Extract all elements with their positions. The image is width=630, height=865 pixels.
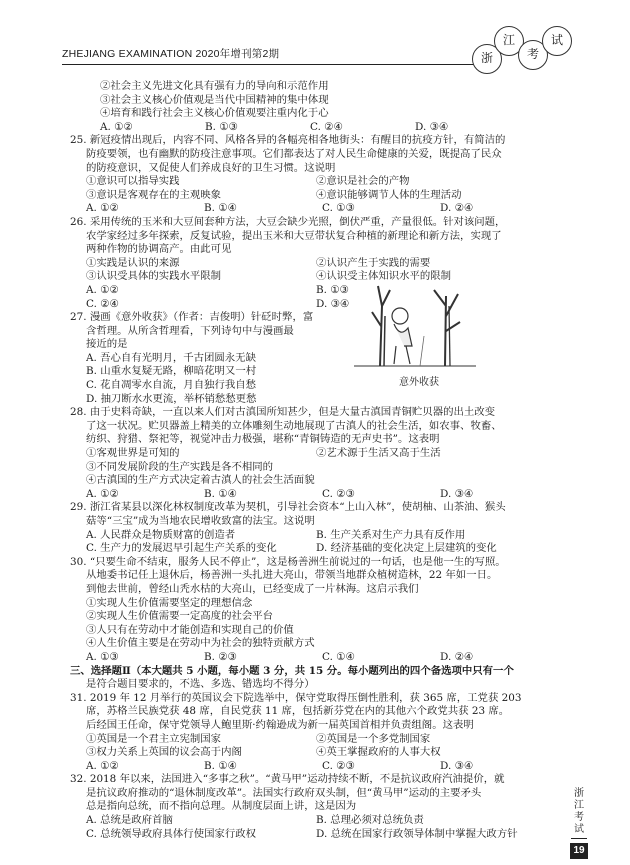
statement-row	[86, 733, 560, 747]
statement-row	[86, 175, 560, 189]
question-stem: 含哲理。从所含哲理看，下列诗句中与漫画最	[86, 324, 294, 337]
option: A. ①③	[86, 650, 119, 663]
seal-char: 浙	[472, 44, 502, 74]
question-stem: 31. 2019 年 12 月举行的英国议会下院选举中，保守党取得压倒性胜利，获 365 席，工党获 203	[70, 691, 522, 704]
question-stem: 30. “只要生命不结束，服务人民不停止”，这是杨善洲生前说过的一句话，也是他一生的写照。	[70, 555, 506, 568]
question-stem: 到他去世前，曾经山秃水枯的大亮山，已经变成了一片林海。这启示我们	[86, 582, 419, 595]
option: B. 山重水复疑无路，柳暗花明又一村	[86, 365, 257, 378]
answer-options	[86, 284, 560, 298]
question-stem: 26. 采用传统的玉米和大豆间套种方法，大豆会缺少光照，倒伏严重，产量很低。针对该问题，	[70, 215, 506, 228]
statement: ③人只有在劳动中才能创造和实现自己的价值	[86, 623, 294, 636]
statement-row	[86, 257, 560, 271]
option: D. 总统在国家行政领导体制中掌握大政方针	[316, 827, 518, 840]
question-stem: 后经国王任命，保守党领导人鲍里斯·约翰逊成为新一届英国首相并负责组阁。这表明	[86, 718, 474, 731]
statement: ①英国是一个君主立宪制国家	[86, 732, 222, 745]
option: C. ①③	[322, 202, 355, 215]
option: C. ②④	[310, 120, 343, 133]
option: D. ③④	[440, 759, 474, 772]
option: D. ③④	[316, 297, 350, 310]
statement: ①意识可以指导实践	[86, 175, 180, 188]
statement: ③意识是客观存在的主观映象	[86, 188, 222, 201]
option: C. ②④	[86, 297, 119, 310]
question-stem: 纺织、狩猎、祭祀等，视觉冲击力极强，堪称“青铜铸造的无声史书”。这表明	[86, 433, 440, 446]
statement: ④人生价值主要是在劳动中为社会的独特贡献方式	[86, 637, 315, 650]
statement: ③社会主义核心价值观是当代中国精神的集中体现	[100, 93, 329, 106]
option: D. ②④	[440, 202, 474, 215]
comic-caption: 意外收获	[399, 377, 439, 388]
question-stem: 29. 浙江省某县以深化林权制度改革为契机，引导社会资本“上山入林”，使胡柚、山茶油、猴头	[70, 501, 506, 514]
question-stem: 27. 漫画《意外收获》（作者：吉俊明）针砭时弊，富	[70, 311, 314, 324]
option: D. 抽刀断水水更流，举杯销愁愁更愁	[86, 392, 257, 405]
question-stem: 了这一状况。贮贝器盖上精美的立体雕刻生动地展现了古滇人的社会生活，如农事、牧畜、	[86, 419, 502, 432]
statement: ③权力关系上英国的议会高于内阁	[86, 746, 242, 759]
question-stem: 席，苏格兰民族党获 48 席，自民党获 11 席，包括新芬党在内的其他六个政党共获 23 席。	[86, 705, 510, 718]
option: D. ②④	[440, 650, 474, 663]
option: C. 花自凋零水自流，月自独行我自愁	[86, 379, 257, 392]
statement: ②意识是社会的产物	[316, 175, 410, 188]
question-stem: 防疫要领，也有幽默的防疫注意事项。它们都表达了对人民生命健康的关爱，既提高了民众	[86, 147, 502, 160]
statement: ①实现人生价值需要坚定的理想信念	[86, 596, 253, 609]
statement: ②艺术源于生活又高于生活	[316, 447, 441, 460]
comic-illustration	[350, 276, 480, 371]
option: B. ①④	[204, 487, 237, 500]
option: A. ①②	[100, 120, 133, 133]
option: D. ③④	[440, 487, 474, 500]
side-rule	[571, 838, 587, 839]
side-journal-label: 浙江考试	[574, 788, 584, 835]
question-stem: 32. 2018 年以来，法国进入“多事之秋”。“黄马甲”运动持续不断，不是抗议政府汽油提价，就	[70, 773, 505, 786]
page-number: 19	[570, 843, 588, 859]
answer-options	[86, 760, 560, 774]
header-rule	[62, 64, 474, 65]
question-stem: 28. 由于史料奇缺，一直以来人们对古滇国所知甚少，但是大量古滇国青铜贮贝器的出土改变	[70, 406, 496, 419]
statement: ④古滇国的生产方式决定着古滇人的社会生活面貌	[86, 474, 315, 487]
question-stem: 接近的是	[86, 338, 128, 351]
option: B. ①④	[204, 759, 237, 772]
option: A. ①②	[86, 202, 119, 215]
option: C. 总统领导政府具体行使国家行政权	[86, 827, 257, 840]
option: B. 总理必须对总统负责	[316, 814, 424, 827]
question-stem: 是抗议政府推动的“退休制度改革”。法国实行政府双头制，但“黄马甲”运动的主要矛头	[86, 786, 482, 799]
answer-options	[86, 651, 560, 665]
journal-header: ZHEJIANG EXAMINATION 2020年增刊第2期	[62, 48, 280, 60]
statement: ①实践是认识的来源	[86, 256, 180, 269]
statement: ③认识受具体的实践水平限制	[86, 270, 222, 283]
question-stem: 从地委书记任上退休后，杨善洲一头扎进大亮山，带领当地群众植树造林，22 年如一日。	[86, 569, 498, 582]
answer-options	[86, 488, 560, 502]
journal-seals	[466, 22, 570, 80]
section-heading: 三、选择题Ⅱ（本大题共 5 小题，每小题 3 分，共 15 分。每小题列出的四个备选项中只有一个	[70, 664, 514, 677]
answer-options	[86, 121, 560, 135]
seal-char: 试	[542, 26, 572, 56]
option: D. 经济基础的变化决定上层建筑的变化	[316, 542, 497, 555]
statement-row	[86, 542, 560, 556]
option: C. ①④	[322, 650, 355, 663]
option: B. 生产关系对生产力具有反作用	[316, 528, 466, 541]
question-content	[70, 80, 560, 841]
option: A. ①②	[86, 759, 119, 772]
statement: ②社会主义先进文化具有强有力的导向和示范作用	[100, 80, 329, 92]
statement-row	[86, 189, 560, 203]
section-note: 是符合题目要求的，不选、多选、错选均不得分）	[86, 678, 315, 691]
answer-options	[86, 202, 560, 216]
option: A. ①②	[86, 283, 119, 296]
statement-row	[86, 814, 560, 828]
option: B. ①③	[316, 283, 349, 296]
comic-drawing	[350, 276, 480, 371]
question-stem: 的防疫意识，又促使人们养成良好的卫生习惯。这说明	[86, 161, 336, 174]
question-stem: 25. 新冠疫情出现后，内容不同、风格各异的各幅亮相各地街头：有醒目的抗疫方针，有简洁的	[70, 134, 506, 147]
option: A. ①②	[86, 487, 119, 500]
option: D. ③④	[415, 120, 449, 133]
option: B. ①③	[205, 120, 238, 133]
statement-row	[86, 447, 560, 461]
answer-options	[86, 298, 560, 312]
option: A. 人民群众是物质财富的创造者	[86, 528, 236, 541]
statement: ④认识受主体知识水平的限制	[316, 270, 452, 283]
option: A. 总统是政府首脑	[86, 814, 173, 827]
statement: ①客观世界是可知的	[86, 447, 180, 460]
statement: ④意识能够调节人体的生理活动	[316, 188, 462, 201]
statement: ②实现人生价值需要一定高度的社会平台	[86, 610, 274, 623]
statement: ②认识产生于实践的需要	[316, 256, 431, 269]
option: A. 吾心自有光明月，千古团圆永无缺	[86, 351, 256, 364]
question-stem: 农学家经过多年探索，反复试验，提出玉米和大豆带状复合种植的新理论和新方法，实现了	[86, 229, 502, 242]
statement: ②英国是一个多党制国家	[316, 732, 431, 745]
statement: ③不同发展阶段的生产实践是各不相同的	[86, 460, 274, 473]
question-stem: 两种作物的协调高产。由此可见	[86, 243, 232, 256]
option: C. ②③	[322, 759, 355, 772]
seal-char: 考	[518, 40, 548, 70]
statement-row	[86, 270, 560, 284]
statement: ④英王掌握政府的人事大权	[316, 746, 441, 759]
statement: ④培育和践行社会主义核心价值观要注重内化于心	[100, 107, 329, 120]
question-stem: 菇等“三宝”成为当地农民增收致富的法宝。这说明	[86, 515, 315, 527]
seal-char: 江	[494, 26, 524, 56]
statement-row	[86, 529, 560, 543]
option: C. ②③	[322, 487, 355, 500]
question-stem: 总是指向总统，而不指向总理。从制度层面上讲，这是因为	[86, 800, 357, 813]
statement-row	[86, 828, 560, 842]
statement-row	[86, 746, 560, 760]
option: B. ②③	[204, 650, 237, 663]
option: C. 生产力的发展迟早引起生产关系的变化	[86, 542, 277, 555]
option: B. ①④	[204, 202, 237, 215]
